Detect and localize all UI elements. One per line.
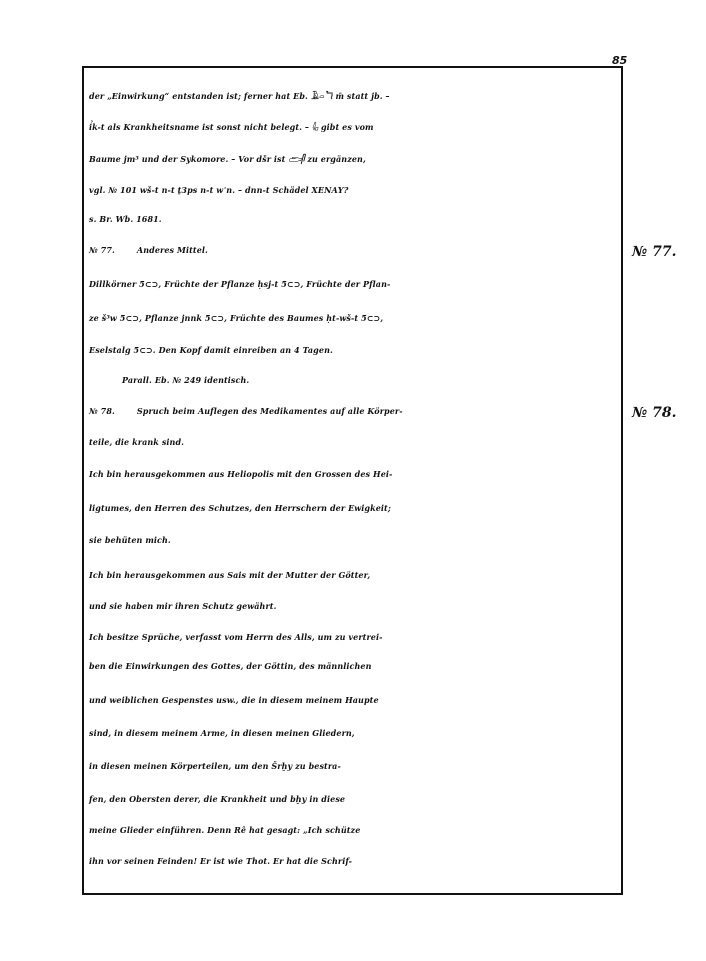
section-title-78: Spruch beim Auflegen des Medikamentes auf alle Körper-: [136, 406, 403, 416]
text-line-9: Eselstalg 5⊂⊃. Den Kopf damit einreiben an 4 Tagen.: [89, 345, 333, 355]
text-line-4: vgl. № 101 wš-t n-t ṯ3ps n-t wʿn. – dnn-t Schädel ΧΕΝΑΥ?: [89, 185, 349, 195]
text-line-23: fen, den Obersten derer, die Krankheit und bḫy in diese: [89, 794, 346, 804]
text-line-2: ỉk-t als Krankheitsname ist sonst nicht belegt. – 𓇋𓊪 gibt es vom: [89, 122, 374, 132]
margin-note-78: № 78.: [632, 405, 677, 421]
section-number-78: № 78.: [89, 406, 115, 416]
text-line-7: Dillkörner 5⊂⊃, Früchte der Pflanze ḥsj-t 5⊂⊃, Früchte der Pflan-: [89, 279, 391, 289]
text-line-1: der „Einwirkung“ entstanden ist; ferner hat Eb. 𓄿𓏏𓆓 m̄ statt jb. –: [89, 91, 390, 101]
text-line-16: Ich bin herausgekommen aus Sais mit der Mutter der Götter,: [89, 570, 371, 580]
section-heading-77: [89, 240, 621, 260]
text-line-3: Baume jm³ und der Sykomore. – Vor dšr ist 𓂧𓋴 zu ergänzen,: [89, 154, 366, 164]
text-line-13: Ich bin herausgekommen aus Heliopolis mit den Grossen des Hei-: [89, 469, 393, 479]
text-line-14: ligtumes, den Herren des Schutzes, den Herrschern der Ewigkeit;: [89, 503, 391, 513]
text-line-20: und weiblichen Gespenstes usw., die in diesem meinem Haupte: [89, 695, 379, 705]
section-heading-78: [89, 401, 621, 421]
text-line-8: ze š³w 5⊂⊃, Pflanze jnnk 5⊂⊃, Früchte des Baumes ḥt-wš-t 5⊂⊃,: [89, 313, 384, 323]
text-line-15: sie behüten mich.: [89, 535, 171, 545]
section-title-77: Anderes Mittel.: [136, 245, 208, 255]
text-line-18: Ich besitze Sprüche, verfasst vom Herrn des Alls, um zu vertrei-: [89, 632, 383, 642]
text-line-25: ihn vor seinen Feinden! Er ist wie Thot. Er hat die Schrif-: [89, 856, 353, 866]
text-line-24: meine Glieder einführen. Denn Rê hat gesagt: „Ich schütze: [89, 825, 361, 835]
text-line-21: sind, in diesem meinem Arme, in diesen meinen Gliedern,: [89, 728, 355, 738]
text-line-5: s. Br. Wb. 1681.: [89, 214, 162, 224]
text-line-17: und sie haben mir ihren Schutz gewährt.: [89, 601, 277, 611]
page-number: 85: [612, 54, 628, 67]
section-number-77: № 77.: [89, 245, 115, 255]
text-line-22: in diesen meinen Körperteilen, um den Šrḫy zu bestra-: [89, 761, 341, 771]
text-line-19: ben die Einwirkungen des Gottes, der Göttin, des männlichen: [89, 661, 372, 671]
margin-note-77: № 77.: [632, 244, 677, 260]
text-line-10: Parall. Eb. № 249 identisch.: [122, 375, 250, 385]
text-line-12: teile, die krank sind.: [89, 437, 185, 447]
